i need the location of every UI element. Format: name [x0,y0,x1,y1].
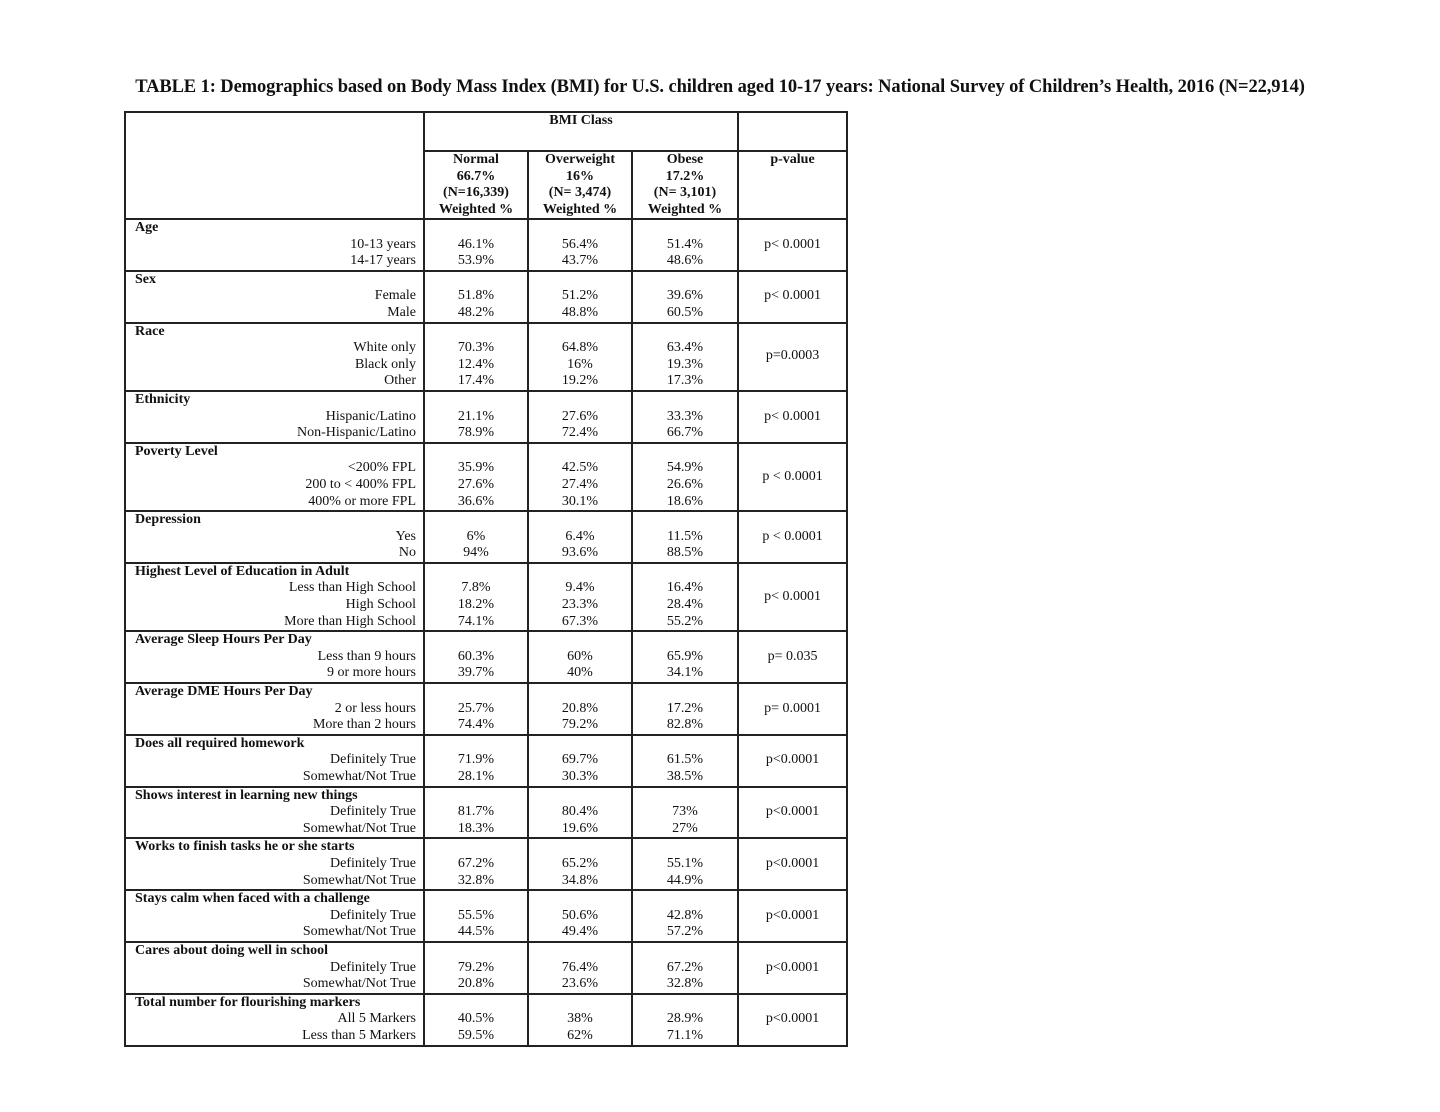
normal-value: 36.6% [457,493,495,509]
obese-value: 48.6% [666,253,704,269]
normal-value: 35.9% [457,460,495,476]
normal-value: 55.5% [457,907,495,923]
pvalue-cell: p< 0.0001 [738,563,847,631]
column-n: (N=16,339) [443,185,509,200]
table-title: TABLE 1: Demographics based on Body Mass Index (BMI) for U.S. children aged 10-17 years: National Survey of Children’s Health, 2016 (N=22,914) [135,77,1305,97]
row-label-cell [125,631,424,683]
subgroup-label: Definitely True [330,855,416,871]
obese-value: 42.8% [666,907,704,923]
obese-value-cell [632,391,738,443]
obese-value: 82.8% [666,717,704,733]
normal-value: 67.2% [457,855,495,871]
column-header-pvalue: p-value [738,151,847,219]
overweight-value: 79.2% [561,717,599,733]
category-label: Total number for flourishing markers [135,994,361,1010]
overweight-value: 6.4% [565,528,595,544]
category-label: Shows interest in learning new things [135,787,358,803]
subgroup-label: Black only [354,356,416,372]
obese-value-cell [632,735,738,787]
obese-value: 19.3% [666,356,704,372]
normal-value: 71.9% [457,752,495,768]
overweight-value-cell [528,271,632,323]
subgroup-label: More than 2 hours [312,717,416,733]
normal-value: 59.5% [457,1027,495,1043]
category-label: Poverty Level [135,443,218,459]
obese-value: 51.4% [666,236,704,252]
obese-value: 32.8% [666,976,704,992]
column-header-normal [424,151,528,219]
overweight-value: 30.1% [561,493,599,509]
row-label-cell [125,890,424,942]
normal-value: 40.5% [457,1011,495,1027]
overweight-value: 34.8% [561,872,599,888]
subgroup-label: Less than 5 Markers [302,1027,416,1043]
table-row [125,683,847,735]
normal-value: 78.9% [457,425,495,441]
overweight-value: 23.6% [561,976,599,992]
overweight-value: 16% [567,356,593,372]
overweight-value-cell [528,563,632,631]
overweight-value: 49.4% [561,924,599,940]
obese-value-cell [632,271,738,323]
column-n: (N= 3,474) [548,185,612,200]
overweight-value: 62% [567,1027,593,1043]
subgroup-label: All 5 Markers [337,1011,416,1027]
pvalue-cell: p= 0.0001 [738,683,847,735]
overweight-value: 38% [567,1011,593,1027]
column-weighted: Weighted % [438,201,514,217]
obese-value-cell [632,511,738,563]
overweight-value: 20.8% [561,700,599,716]
table-row [125,563,847,631]
overweight-value: 43.7% [561,253,599,269]
obese-value: 11.5% [667,528,703,544]
column-pct: 66.7% [456,168,496,184]
table-row [125,890,847,942]
obese-value: 17.2% [666,700,704,716]
pvalue-cell: p<0.0001 [738,994,847,1046]
obese-value: 27% [672,820,698,836]
subgroup-label: Somewhat/Not True [302,769,416,784]
row-label-cell [125,942,424,994]
obese-value-cell [632,787,738,839]
table-row [125,942,847,994]
overweight-value: 50.6% [561,907,599,923]
obese-value: 55.2% [666,613,704,629]
subgroup-label: Somewhat/Not True [302,924,416,940]
overweight-value: 69.7% [561,752,599,768]
column-n: (N= 3,101) [653,185,717,200]
subgroup-label: Yes [395,528,416,544]
row-label-cell [125,563,424,631]
subgroup-label: Definitely True [330,804,416,820]
pvalue-cell: p< 0.0001 [738,219,847,271]
row-label-cell [125,994,424,1046]
category-label: Race [135,323,165,339]
overweight-value: 40% [567,665,593,681]
subgroup-label: 2 or less hours [334,700,416,716]
obese-value-cell [632,994,738,1046]
row-label-cell [125,735,424,787]
normal-value-cell [424,942,528,994]
overweight-value: 19.6% [561,820,599,836]
header-blank-cell [125,112,424,219]
overweight-value: 67.3% [561,613,599,629]
obese-value: 55.1% [666,855,704,871]
overweight-value-cell [528,443,632,511]
obese-value: 88.5% [666,545,704,561]
obese-value-cell [632,838,738,890]
obese-value-cell [632,219,738,271]
subgroup-label: More than High School [284,613,416,629]
overweight-value-cell [528,994,632,1046]
normal-value-cell [424,271,528,323]
overweight-value-cell [528,890,632,942]
overweight-value-cell [528,838,632,890]
subgroup-label: Less than 9 hours [317,648,416,664]
row-label-cell [125,443,424,511]
normal-value-cell [424,890,528,942]
subgroup-label: 9 or more hours [326,665,416,681]
overweight-value: 56.4% [561,236,599,252]
category-label: Sex [135,271,156,287]
overweight-value-cell [528,942,632,994]
normal-value-cell [424,323,528,391]
obese-value-cell [632,890,738,942]
normal-value: 70.3% [457,340,495,356]
subgroup-label: Definitely True [330,752,416,768]
obese-value-cell [632,683,738,735]
category-label: Works to finish tasks he or she starts [135,839,355,855]
column-name: Normal [453,152,499,167]
column-weighted: Weighted % [647,201,723,217]
table-row [125,631,847,683]
column-name: Obese [666,152,704,167]
obese-value: 63.4% [666,340,704,356]
overweight-value-cell [528,219,632,271]
subgroup-label: Hispanic/Latino [325,408,416,424]
normal-value-cell [424,219,528,271]
normal-value: 7.8% [461,580,491,596]
subgroup-label: Other [384,373,416,389]
overweight-value: 9.4% [565,580,595,596]
category-label: Cares about doing well in school [135,942,329,958]
category-label: Does all required homework [135,735,305,751]
row-label-cell [125,323,424,391]
table-row [125,271,847,323]
column-pct: 16% [566,168,594,184]
table-row [125,391,847,443]
subgroup-label: White only [353,340,416,356]
pvalue-cell: p=0.0003 [738,323,847,391]
category-label: Average Sleep Hours Per Day [135,632,312,648]
obese-value: 28.4% [666,597,704,613]
row-label-cell [125,511,424,563]
normal-value-cell [424,787,528,839]
table-row [125,443,847,511]
overweight-value: 60% [567,648,593,664]
normal-value-cell [424,443,528,511]
subgroup-label: High School [345,597,416,613]
normal-value: 25.7% [457,700,495,716]
overweight-value: 27.4% [561,476,599,492]
overweight-value: 48.8% [561,304,599,320]
pvalue-cell: p<0.0001 [738,838,847,890]
table-row [125,511,847,563]
category-label: Depression [135,512,201,528]
obese-value-cell [632,942,738,994]
normal-value-cell [424,735,528,787]
subgroup-label: Male [387,304,416,320]
table-row [125,838,847,890]
normal-value-cell [424,391,528,443]
subgroup-label: Female [374,288,416,304]
normal-value: 12.4% [457,356,495,372]
column-header-overweight [528,151,632,219]
table-body [125,219,847,1046]
overweight-value: 51.2% [561,288,599,304]
obese-value: 65.9% [666,648,704,664]
overweight-value-cell [528,683,632,735]
normal-value: 18.2% [457,597,495,613]
obese-value-cell [632,563,738,631]
category-label: Stays calm when faced with a challenge [135,891,370,907]
normal-value: 46.1% [457,236,495,252]
subgroup-label: Less than High School [288,580,416,596]
overweight-value: 42.5% [561,460,599,476]
normal-value: 74.1% [457,613,495,629]
subgroup-label: Somewhat/Not True [302,976,416,992]
normal-value: 18.3% [457,820,495,836]
normal-value: 44.5% [457,924,495,940]
column-pct: 17.2% [665,168,705,184]
category-label: Average DME Hours Per Day [135,684,313,700]
subgroup-label: 10-13 years [350,236,416,252]
obese-value: 57.2% [666,924,704,940]
category-label: Highest Level of Education in Adult [135,563,350,579]
subgroup-label: Definitely True [330,907,416,923]
normal-value: 60.3% [457,648,495,664]
subgroup-label: Somewhat/Not True [302,872,416,888]
column-header-obese [632,151,738,219]
obese-value: 61.5% [666,752,704,768]
overweight-value: 19.2% [561,373,599,389]
normal-value: 21.1% [457,408,495,424]
overweight-value: 76.4% [561,959,599,975]
normal-value: 51.8% [457,288,495,304]
overweight-value-cell [528,735,632,787]
row-label-cell [125,787,424,839]
overweight-value: 27.6% [561,408,599,424]
table-row [125,735,847,787]
overweight-value-cell [528,631,632,683]
obese-value: 66.7% [666,425,704,441]
row-label-cell [125,271,424,323]
obese-value: 71.1% [666,1027,704,1043]
obese-value: 67.2% [666,959,704,975]
obese-value: 17.3% [666,373,704,389]
overweight-value-cell [528,787,632,839]
subgroup-label: <200% FPL [347,460,416,476]
demographics-table [124,111,848,1047]
table-row [125,787,847,839]
table-row [125,323,847,391]
row-label-cell [125,683,424,735]
subgroup-label: 200 to < 400% FPL [305,476,416,492]
pvalue-cell: p<0.0001 [738,942,847,994]
obese-value: 54.9% [666,460,704,476]
pvalue-cell: p<0.0001 [738,735,847,787]
column-weighted: Weighted % [542,201,618,217]
obese-value: 73% [672,804,698,820]
normal-value-cell [424,511,528,563]
row-label-cell [125,838,424,890]
normal-value-cell [424,683,528,735]
pvalue-cell: p < 0.0001 [738,443,847,511]
obese-value: 44.9% [666,872,704,888]
normal-value: 79.2% [457,959,495,975]
obese-value: 39.6% [666,288,704,304]
normal-value: 20.8% [457,976,495,992]
obese-value: 33.3% [666,408,704,424]
obese-value: 38.5% [666,769,704,784]
subgroup-label: 400% or more FPL [308,493,416,509]
table-row [125,994,847,1046]
normal-value: 48.2% [457,304,495,320]
normal-value-cell [424,563,528,631]
obese-value-cell [632,323,738,391]
obese-value: 60.5% [666,304,704,320]
subgroup-label: 14-17 years [350,253,416,269]
normal-value: 81.7% [457,804,495,820]
normal-value: 28.1% [457,769,495,784]
bmi-class-header: BMI Class [424,112,738,151]
pvalue-cell: p< 0.0001 [738,271,847,323]
overweight-value-cell [528,323,632,391]
normal-value: 17.4% [457,373,495,389]
header-blank-pcell [738,112,847,151]
normal-value: 6% [466,528,486,544]
normal-value-cell [424,631,528,683]
obese-value: 26.6% [666,476,704,492]
overweight-value: 80.4% [561,804,599,820]
overweight-value: 72.4% [561,425,599,441]
overweight-value: 93.6% [561,545,599,561]
obese-value: 34.1% [666,665,704,681]
pvalue-cell: p<0.0001 [738,890,847,942]
table-row [125,219,847,271]
obese-value-cell [632,631,738,683]
obese-value: 18.6% [666,493,704,509]
normal-value: 27.6% [457,476,495,492]
normal-value: 74.4% [457,717,495,733]
category-label: Age [135,220,159,235]
row-label-cell [125,219,424,271]
normal-value-cell [424,838,528,890]
overweight-value: 65.2% [561,855,599,871]
pvalue-cell: p < 0.0001 [738,511,847,563]
subgroup-label: Somewhat/Not True [302,820,416,836]
pvalue-cell: p<0.0001 [738,787,847,839]
category-label: Ethnicity [135,391,191,407]
obese-value: 28.9% [666,1011,704,1027]
overweight-value-cell [528,511,632,563]
subgroup-label: Non-Hispanic/Latino [297,425,416,441]
obese-value: 16.4% [666,580,704,596]
overweight-value: 23.3% [561,597,599,613]
overweight-value: 64.8% [561,340,599,356]
subgroup-label: Definitely True [330,959,416,975]
normal-value-cell [424,994,528,1046]
normal-value: 94% [463,545,489,561]
normal-value: 53.9% [457,253,495,269]
obese-value-cell [632,443,738,511]
normal-value: 32.8% [457,872,495,888]
row-label-cell [125,391,424,443]
pvalue-cell: p< 0.0001 [738,391,847,443]
pvalue-cell: p= 0.035 [738,631,847,683]
normal-value: 39.7% [457,665,495,681]
overweight-value: 30.3% [561,769,599,784]
subgroup-label: No [398,545,416,561]
column-name: Overweight [545,152,615,167]
overweight-value-cell [528,391,632,443]
